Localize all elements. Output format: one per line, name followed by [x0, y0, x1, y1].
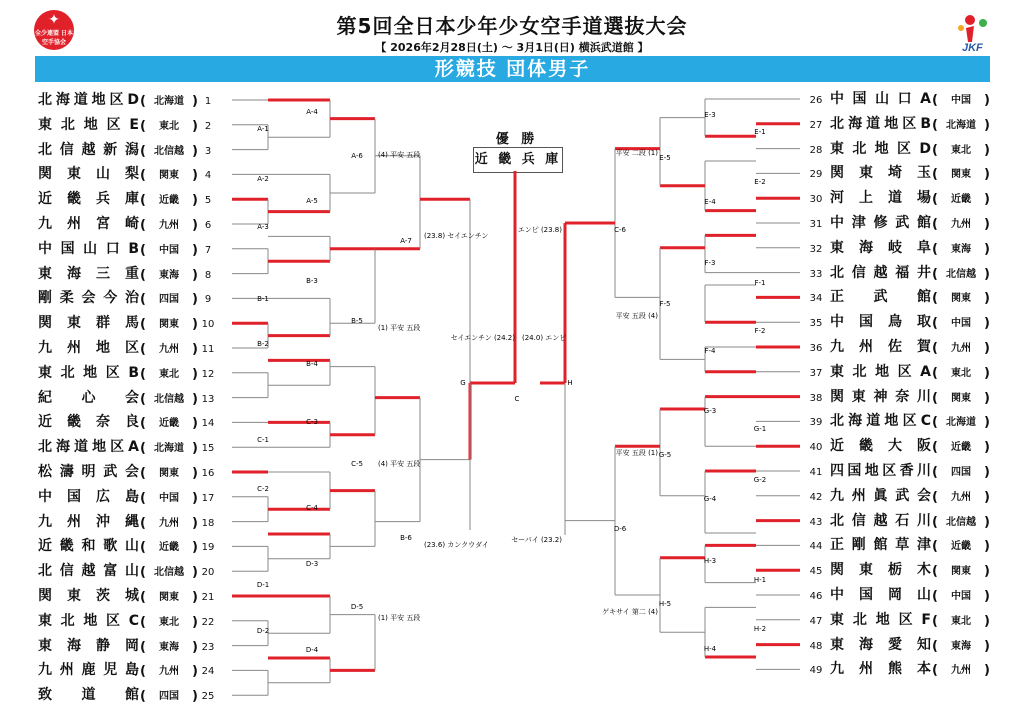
team-number: 18 — [201, 517, 215, 529]
match-id-label: G-4 — [703, 495, 717, 503]
prefecture-label: ( 北信越 ) — [140, 388, 198, 412]
team-number: 20 — [201, 567, 215, 579]
team-name: 北信越福井 — [830, 264, 932, 281]
team-number: 40 — [809, 442, 823, 454]
semi-right-bottom-score: セーパイ (23.2) — [511, 536, 562, 544]
team-name: 東北地区A — [830, 363, 932, 380]
team-number: 42 — [809, 491, 823, 503]
team-number: 8 — [204, 269, 212, 281]
match-id-label: F-2 — [754, 327, 766, 335]
qf-right-2-kata: 平安 五段 (4) — [615, 312, 658, 320]
team-number: 14 — [201, 418, 215, 430]
prefecture-label: ( 四国 ) — [140, 288, 198, 312]
team-name: 九州宮崎 — [38, 216, 140, 232]
team-name: 九州鹿児島 — [38, 662, 140, 679]
prefecture-label: ( 北海道 ) — [140, 90, 198, 114]
match-id-label: A-3 — [257, 223, 269, 231]
match-id-label: F-1 — [754, 279, 766, 287]
team-number: 33 — [809, 268, 823, 280]
team-name: 九州熊本 — [830, 661, 932, 678]
team-name: 関東神奈川 — [830, 388, 932, 405]
prefecture-label: ( 中国 ) — [932, 89, 990, 113]
prefecture-label: ( 四国 ) — [140, 685, 198, 709]
match-id-label: B-1 — [257, 295, 269, 303]
team-name: 中国広島 — [38, 488, 140, 505]
match-id-label: C — [514, 395, 520, 403]
team-name: 九州地区 — [38, 340, 140, 356]
prefecture-label: ( 東北 ) — [932, 139, 990, 163]
team-name: 関東栃木 — [830, 562, 932, 579]
match-id-label: D-2 — [256, 627, 270, 635]
match-id-label: H-3 — [703, 557, 717, 565]
prefecture-label: ( 中国 ) — [932, 585, 990, 609]
prefecture-label: ( 中国 ) — [932, 312, 990, 336]
team-number: 13 — [201, 393, 215, 405]
team-name: 河上道場 — [830, 190, 932, 207]
prefecture-label: ( 中国 ) — [140, 487, 198, 511]
event-date-venue: 【 2026年2月28日(土) ～ 3月1日(日) 横浜武道館 】 — [375, 41, 649, 54]
team-number: 17 — [201, 492, 215, 504]
team-name: 中津修武館 — [830, 215, 932, 231]
team-name: 正武館 — [830, 289, 932, 306]
qf-left-4-kata: (1) 平安 五段 — [378, 614, 421, 622]
prefecture-label: ( 北信越 ) — [932, 263, 990, 287]
team-number: 46 — [809, 591, 823, 602]
final-left-score: セイエンチン (24.2) — [450, 334, 515, 342]
team-number: 38 — [809, 392, 823, 404]
team-number: 7 — [204, 244, 212, 256]
match-id-label: C-6 — [614, 226, 626, 234]
match-id-label: E-2 — [754, 178, 766, 186]
prefecture-label: ( 北信越 ) — [932, 511, 990, 535]
team-name: 東北地区B — [38, 364, 140, 381]
team-number: 3 — [204, 145, 212, 157]
team-name: 剛柔会今治 — [38, 290, 140, 307]
prefecture-label: ( 九州 ) — [140, 214, 198, 238]
team-name: 松濤明武会 — [38, 464, 140, 480]
final-right-score: (24.0) エンピ — [522, 334, 567, 342]
team-number: 16 — [201, 468, 215, 479]
semi-left-top-score: (23.8) セイエンチン — [424, 232, 489, 240]
karate-figure-icon: ✦ — [48, 12, 60, 28]
left-logo-text: 全少連盟 日本空手協会 — [34, 30, 74, 46]
team-name: 近畿和歌山 — [38, 538, 140, 555]
prefecture-label: ( 近畿 ) — [140, 412, 198, 436]
team-number: 36 — [809, 343, 823, 354]
team-number: 29 — [809, 169, 823, 181]
team-number: 32 — [809, 243, 823, 255]
team-number: 10 — [201, 319, 215, 331]
prefecture-label: ( 東北 ) — [140, 363, 198, 387]
team-number: 48 — [809, 640, 823, 652]
team-number: 9 — [204, 294, 212, 306]
team-number: 4 — [204, 170, 212, 182]
prefecture-label: ( 関東 ) — [140, 164, 198, 188]
team-name: 関東埼玉 — [830, 165, 932, 182]
match-id-label: H-1 — [753, 576, 767, 584]
match-id-label: F-5 — [659, 300, 671, 308]
match-id-label: D-3 — [305, 560, 319, 568]
qf-left-2-kata: (1) 平安 五段 — [378, 324, 421, 332]
prefecture-label: ( 東北 ) — [140, 115, 198, 139]
team-name: 北海道地区A — [38, 439, 140, 456]
team-number: 22 — [201, 616, 215, 628]
match-id-label: A-6 — [351, 152, 363, 160]
team-number: 34 — [809, 293, 823, 305]
prefecture-label: ( 近畿 ) — [140, 189, 198, 213]
prefecture-label: ( 近畿 ) — [932, 436, 990, 460]
team-name: 東北地区D — [830, 140, 932, 157]
team-number: 5 — [204, 195, 212, 207]
prefecture-label: ( 東海 ) — [932, 635, 990, 659]
team-name: 北海道地区D — [38, 92, 140, 108]
team-number: 6 — [204, 220, 212, 231]
team-name: 東海静岡 — [38, 637, 140, 654]
team-number: 1 — [204, 96, 212, 107]
qf-right-4-kata: ゲキサイ 第二 (4) — [602, 608, 658, 616]
prefecture-label: ( 東北 ) — [140, 611, 198, 635]
team-name: 近畿大阪 — [830, 438, 932, 455]
team-number: 30 — [809, 194, 823, 206]
team-number: 24 — [201, 666, 215, 678]
team-name: 関東山梨 — [38, 166, 140, 183]
prefecture-label: ( 北信越 ) — [140, 140, 198, 164]
team-name: 紀心会 — [38, 389, 140, 406]
jkf-logo-text: JKF — [962, 42, 983, 54]
team-number: 37 — [809, 367, 823, 379]
match-id-label: G-5 — [658, 451, 672, 459]
prefecture-label: ( 近畿 ) — [140, 536, 198, 560]
match-id-label: A-2 — [257, 175, 269, 183]
match-id-label: A-1 — [257, 125, 269, 133]
match-id-label: G-3 — [703, 407, 717, 415]
match-id-label: C-5 — [351, 460, 363, 468]
team-name: 東海三重 — [38, 265, 140, 282]
team-name: 北信越富山 — [38, 563, 140, 580]
winner-heading: 優 勝 — [495, 132, 539, 147]
prefecture-label: ( 北海道 ) — [932, 114, 990, 138]
team-number: 25 — [201, 691, 215, 703]
team-number: 26 — [809, 95, 823, 106]
page-title: 第5回全日本少年少女空手道選抜大会 — [336, 14, 688, 38]
team-number: 21 — [201, 592, 215, 603]
match-id-label: G-2 — [753, 476, 767, 484]
qf-right-1-kata: 平安 二段 (1) — [615, 149, 658, 157]
team-name: 九州沖縄 — [38, 513, 140, 530]
team-name: 中国山口B — [38, 240, 140, 257]
team-name: 関東群馬 — [38, 315, 140, 332]
prefecture-label: ( 東海 ) — [140, 264, 198, 288]
match-id-label: H — [567, 379, 573, 387]
match-id-label: H-4 — [703, 645, 717, 653]
match-id-label: A-7 — [400, 237, 412, 245]
prefecture-label: ( 関東 ) — [932, 560, 990, 584]
team-name: 正剛館草津 — [830, 537, 932, 554]
team-number: 31 — [809, 219, 823, 230]
match-id-label: B-6 — [400, 534, 412, 542]
team-name: 中国鳥取 — [830, 314, 932, 331]
team-name: 東北地区F — [830, 611, 932, 628]
semi-left-bottom-score: (23.6) カンクウダイ — [424, 541, 489, 549]
prefecture-label: ( 九州 ) — [932, 659, 990, 683]
team-name: 東海岐阜 — [830, 239, 932, 256]
prefecture-label: ( 四国 ) — [932, 461, 990, 485]
team-name: 中国山口A — [830, 91, 932, 107]
match-id-label: D-1 — [256, 581, 270, 589]
match-id-label: H-2 — [753, 625, 767, 633]
prefecture-label: ( 東海 ) — [932, 238, 990, 262]
prefecture-label: ( 関東 ) — [932, 163, 990, 187]
semi-right-top-score: エンピ (23.8) — [517, 226, 562, 234]
match-id-label: C-1 — [257, 436, 269, 444]
event-category-banner: 形競技 団体男子 — [35, 56, 990, 82]
team-name: 近畿兵庫 — [38, 191, 140, 208]
team-name: 東北地区C — [38, 612, 140, 629]
match-id-label: E-1 — [754, 128, 766, 136]
team-name: 近畿奈良 — [38, 414, 140, 431]
team-number: 35 — [809, 318, 823, 330]
match-id-label: A-4 — [306, 108, 318, 116]
match-id-label: E-3 — [704, 111, 716, 119]
prefecture-label: ( 北海道 ) — [140, 437, 198, 461]
prefecture-label: ( 中国 ) — [140, 239, 198, 263]
prefecture-label: ( 東海 ) — [140, 636, 198, 660]
prefecture-label: ( 九州 ) — [140, 338, 198, 362]
prefecture-label: ( 関東 ) — [140, 313, 198, 337]
qf-right-3-kata: 平安 五段 (1) — [615, 449, 658, 457]
match-id-label: C-4 — [306, 504, 318, 512]
match-id-label: C-2 — [257, 485, 269, 493]
team-number: 27 — [809, 119, 823, 131]
match-id-label: H-5 — [658, 600, 672, 608]
prefecture-label: ( 九州 ) — [932, 337, 990, 361]
team-name: 北信越新潟 — [38, 141, 140, 158]
prefecture-label: ( 九州 ) — [932, 486, 990, 510]
prefecture-label: ( 九州 ) — [140, 512, 198, 536]
team-number: 11 — [201, 344, 215, 355]
prefecture-label: ( 関東 ) — [140, 462, 198, 486]
match-id-label: C-3 — [306, 418, 318, 426]
match-id-label: G-1 — [753, 425, 767, 433]
match-id-label: F-4 — [704, 347, 716, 355]
match-id-label: F-3 — [704, 259, 716, 267]
match-id-label: D-5 — [350, 603, 364, 611]
team-number: 44 — [809, 541, 823, 553]
team-name: 関東茨城 — [38, 588, 140, 604]
team-number: 12 — [201, 368, 215, 380]
team-number: 45 — [809, 566, 823, 578]
team-name: 中国岡山 — [830, 587, 932, 603]
team-number: 49 — [809, 665, 823, 677]
team-number: 23 — [201, 641, 215, 653]
match-id-label: D-6 — [613, 525, 627, 533]
match-id-label: B-2 — [257, 340, 269, 348]
match-id-label: D-4 — [305, 646, 319, 654]
team-name: 九州眞武会 — [830, 487, 932, 504]
qf-left-3-kata: (4) 平安 五段 — [378, 460, 421, 468]
team-name: 東海愛知 — [830, 636, 932, 653]
match-id-label: A-5 — [306, 197, 318, 205]
match-id-label: B-5 — [351, 317, 363, 325]
match-id-label: G — [460, 379, 466, 387]
prefecture-label: ( 九州 ) — [140, 660, 198, 684]
prefecture-label: ( 東北 ) — [932, 362, 990, 386]
match-id-label: B-3 — [306, 277, 318, 285]
prefecture-label: ( 関東 ) — [140, 586, 198, 610]
team-number: 15 — [201, 443, 215, 455]
match-id-label: E-4 — [704, 198, 716, 206]
winner-box: 近 畿 兵 庫 — [473, 147, 563, 173]
team-name: 四国地区香川 — [830, 463, 932, 479]
team-name: 北海道地区C — [830, 413, 932, 430]
team-name: 北海道地区B — [830, 115, 932, 132]
prefecture-label: ( 北信越 ) — [140, 561, 198, 585]
team-number: 2 — [204, 120, 212, 132]
match-id-label: E-5 — [659, 154, 671, 162]
team-number: 19 — [201, 542, 215, 554]
prefecture-label: ( 九州 ) — [932, 213, 990, 237]
qf-left-1-kata: (4) 平安 五段 — [378, 151, 421, 159]
team-name: 九州佐賀 — [830, 339, 932, 355]
team-name: 北信越石川 — [830, 512, 932, 529]
prefecture-label: ( 東北 ) — [932, 610, 990, 634]
prefecture-label: ( 北海道 ) — [932, 411, 990, 435]
prefecture-label: ( 関東 ) — [932, 387, 990, 411]
prefecture-label: ( 関東 ) — [932, 287, 990, 311]
match-id-label: B-4 — [306, 360, 318, 368]
team-number: 43 — [809, 516, 823, 528]
prefecture-label: ( 近畿 ) — [932, 535, 990, 559]
prefecture-label: ( 近畿 ) — [932, 188, 990, 212]
team-number: 47 — [809, 615, 823, 627]
team-name: 東北地区E — [38, 116, 140, 133]
team-number: 39 — [809, 417, 823, 429]
team-number: 28 — [809, 144, 823, 156]
team-number: 41 — [809, 467, 823, 478]
team-name: 致道館 — [38, 687, 140, 704]
